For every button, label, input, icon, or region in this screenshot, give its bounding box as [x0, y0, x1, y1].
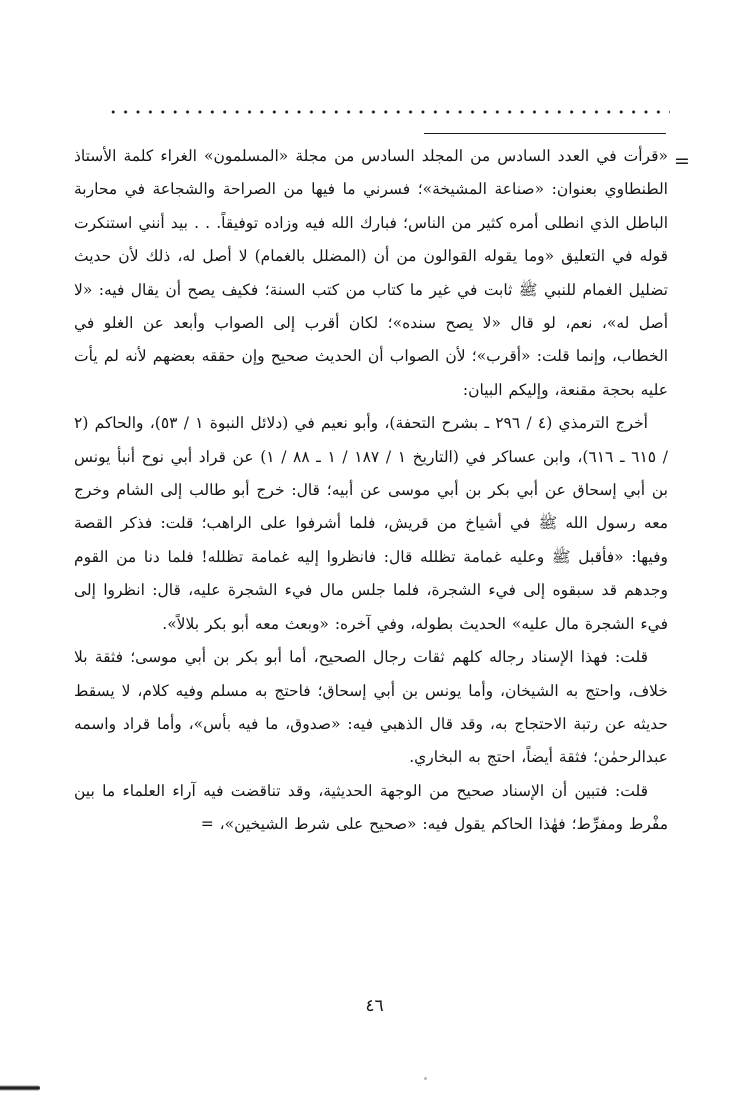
page-number: ٤٦ [365, 996, 384, 1016]
paragraph-quote: «قرأت في العدد السادس من المجلد السادس من مجلة «المسلمون» الغراء كلمة الأستاذ الطنطاوي بعنوان: «صناعة المشيخة»؛ فسرني ما فيها من الصراحة والشجاعة في محاربة الباطل الذي انطلى أمره كثير من الناس؛ فبارك الله فيه وزاده توفيقاً. . . بيد أنني استنكرت قوله في التعليق «وما يقوله القوالون من أن (المضلل بالغمام) لا أصل له، ذلك لأن حديث تضليل الغمام للنبي ﷺ ثابت في غير ما كتاب من كتب السنة؛ فكيف يصح أن يقال فيه: «لا أصل له»، نعم، لو قال «لا يصح سنده»؛ لكان أقرب إلى الصواب وأبعد عن الغلو في الخطاب، وإنما قلت: «أقرب»؛ لأن الصواب أن الحديث صحيح وإن حققه بعضهم لأنه لم يأت عليه بحجة مقنعة، وإليكم البيان: [74, 147, 668, 399]
paragraph-isnad: قلت: فهذا الإسناد رجاله كلهم ثقات رجال الصحيح، أما أبو بكر بن أبي موسى؛ فثقة بلا خلاف، واحتج به الشيخان، وأما يونس بن أبي إسحاق؛ فاحتج به مسلم وفيه كلام، لا يسقط حديثه عن رتبة الاحتجاج به، وقد قال الذهبي فيه: «صدوق، ما فيه بأس»، وأما قراد واسمه عبدالرحمٰن؛ فثقة أيضاً، احتج به البخاري. [74, 648, 668, 767]
footnote-body [74, 140, 668, 842]
paragraph-takhrij: أخرج الترمذي (٤ / ٢٩٦ ـ بشرح التحفة)، وأبو نعيم في (دلائل النبوة ١ / ٥٣)، والحاكم (٢ / ٦١٥ ـ ٦١٦)، وابن عساكر في (التاريخ ١ / ١٨٧ / ١ ـ ٨٨ / ١) عن قراد أبي نوح أنبأ يونس بن أبي إسحاق عن أبي بكر بن أبي موسى عن أبيه؛ قال: خرج أبو طالب إلى الشام وخرج معه رسول الله ﷺ في أشياخ من قريش، فلما أشرفوا على الراهب؛ قلت: فذكر القصة وفيها: «فأقبل ﷺ وعليه غمامة تظلله قال: فانظروا إليه غمامة تظلله! فلما دنا من القوم وجدهم قد سبقوه إلى فيء الشجرة، فلما جلس مال فيء الشجرة عليه، قال: انظروا إلى فيء الشجرة مال عليه» الحديث بطوله، وفي آخره: «وبعث معه أبو بكر بلالاً». [74, 414, 668, 633]
paragraph-conclusion: قلت: فتبين أن الإسناد صحيح من الوجهة الحديثية، وقد تناقضت فيه آراء العلماء ما بين مفْرط ومفرِّط؛ فهٰذا الحاكم يقول فيه: «صحيح على شرط الشيخين»، = [74, 781, 668, 834]
scan-speck [424, 1077, 427, 1080]
scan-edge-mark [0, 1085, 40, 1091]
dotted-separator [104, 108, 670, 116]
footnote-rule [424, 133, 666, 134]
